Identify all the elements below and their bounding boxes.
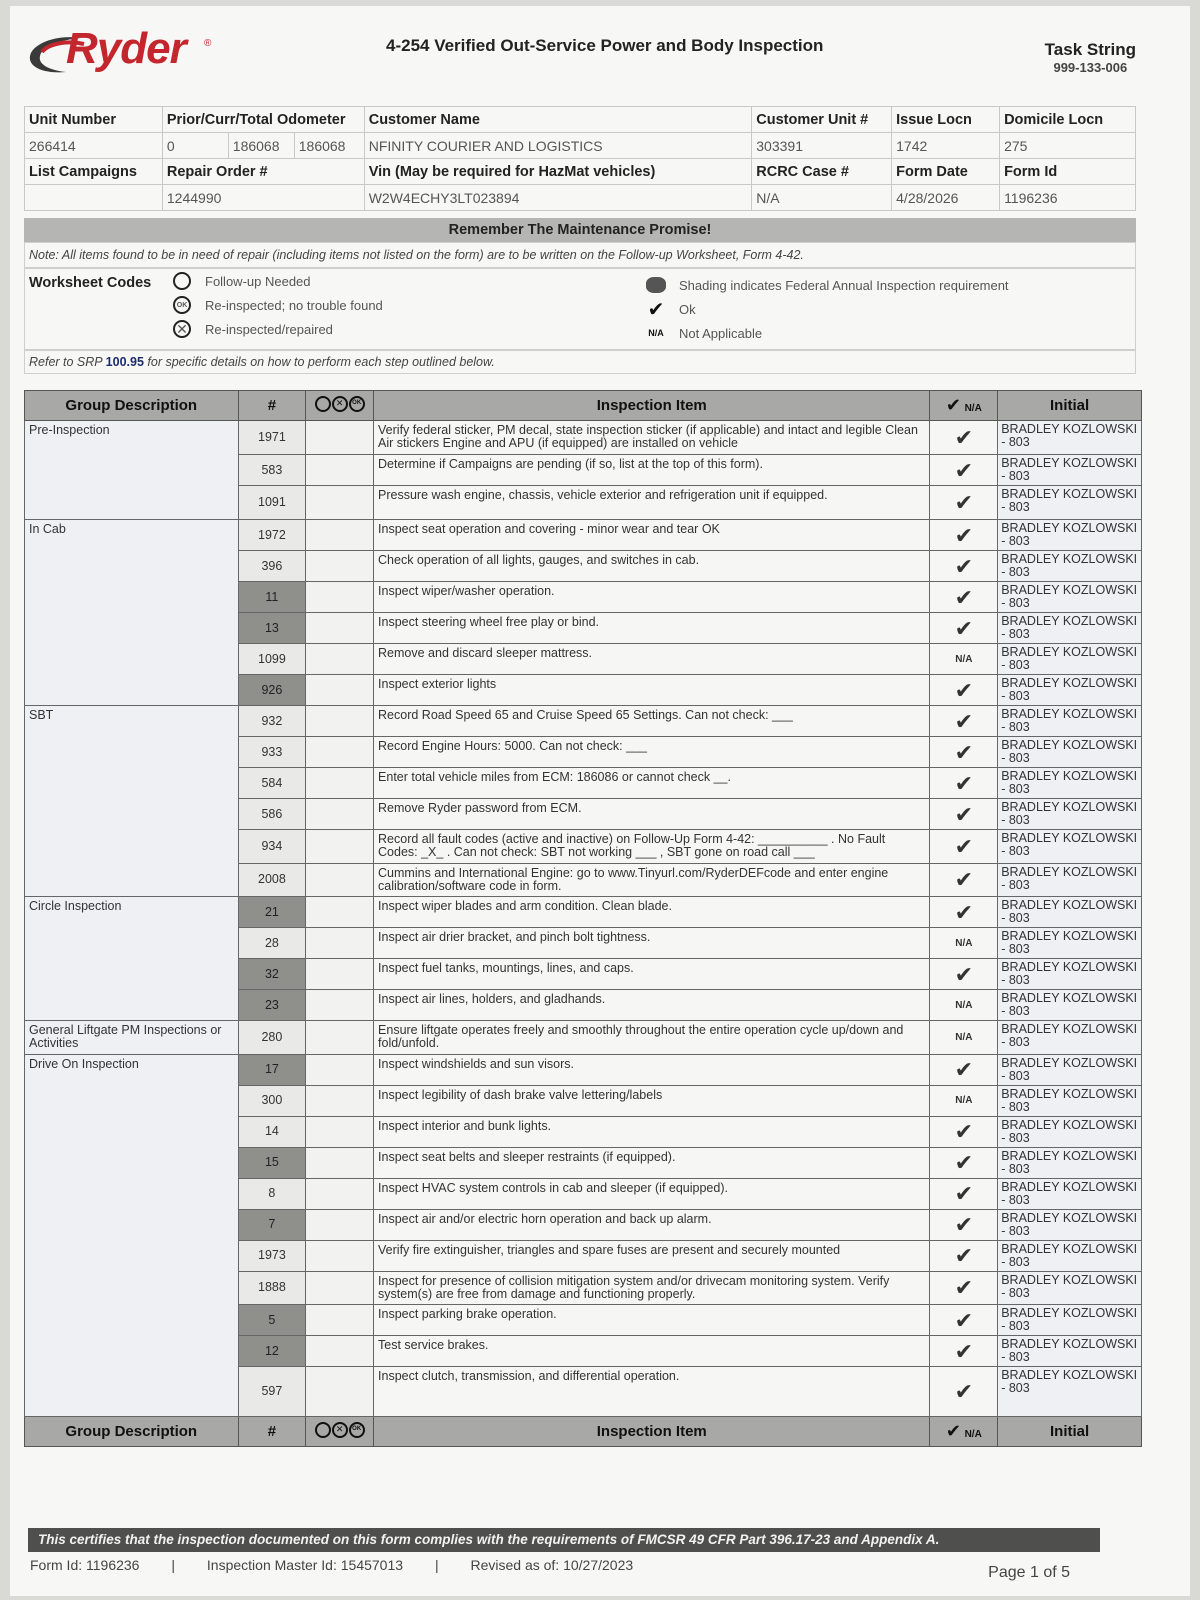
technician-initial: BRADLEY KOZLOWSKI - 803 [998, 1240, 1142, 1271]
not-applicable-mark: N/A [930, 644, 998, 675]
inspection-item: Cummins and International Engine: go to www.Tinyurl.com/RyderDEFcode and enter engine calibration/software code in form. [374, 863, 930, 897]
item-number: 8 [238, 1178, 306, 1209]
worksheet-code-cell [306, 768, 374, 799]
odometer-total-value: 186068 [294, 133, 364, 159]
task-string-value: 999-133-006 [1053, 60, 1128, 75]
inspection-item: Determine if Campaigns are pending (if so, list at the top of this form). [374, 455, 930, 486]
item-number: 280 [238, 1021, 306, 1055]
odometer-label: Prior/Curr/Total Odometer [162, 107, 364, 133]
item-number: 17 [238, 1054, 306, 1085]
checkmark-icon: ✔ [930, 1116, 998, 1147]
issue-locn-value: 1742 [892, 133, 1000, 159]
issue-locn-label: Issue Locn [892, 107, 1000, 133]
unit-number-value: 266414 [25, 133, 163, 159]
inspection-item: Test service brakes. [374, 1336, 930, 1367]
worksheet-code-cell [306, 1336, 374, 1367]
code-follow-up [171, 271, 311, 291]
technician-initial: BRADLEY KOZLOWSKI - 803 [998, 1116, 1142, 1147]
code-na-text: Not Applicable [679, 325, 763, 341]
shade-blob-icon [646, 277, 666, 293]
technician-initial: BRADLEY KOZLOWSKI - 803 [998, 455, 1142, 486]
worksheet-code-cell [306, 1305, 374, 1336]
technician-initial: BRADLEY KOZLOWSKI - 803 [998, 1054, 1142, 1085]
item-number: 1091 [238, 486, 306, 520]
logo-registered-mark: ® [204, 38, 212, 49]
item-number: 32 [238, 959, 306, 990]
checkmark-icon: ✔ [945, 395, 961, 415]
na-symbol: N/A [648, 328, 664, 338]
inspection-item: Inspect fuel tanks, mountings, lines, and caps. [374, 959, 930, 990]
checkmark-icon: ✔ [930, 768, 998, 799]
rcrc-value: N/A [752, 185, 892, 211]
technician-initial: BRADLEY KOZLOWSKI - 803 [998, 644, 1142, 675]
worksheet-code-cell [306, 897, 374, 928]
inspection-item: Check operation of all lights, gauges, and switches in cab. [374, 551, 930, 582]
inspection-item: Pressure wash engine, chassis, vehicle exterior and refrigeration unit if equipped. [374, 486, 930, 520]
worksheet-code-cell [306, 863, 374, 897]
item-number: 934 [238, 830, 306, 864]
inspection-item: Inspect interior and bunk lights. [374, 1116, 930, 1147]
inspection-item: Inspect for presence of collision mitigation system and/or drivecam monitoring system. Verify system(s) are free from damage and functioning properly. [374, 1271, 930, 1305]
worksheet-code-cell [306, 990, 374, 1021]
checkmark-icon: ✔ [647, 298, 665, 321]
technician-initial: BRADLEY KOZLOWSKI - 803 [998, 1367, 1142, 1417]
item-number: 2008 [238, 863, 306, 897]
unit-info-grid [24, 106, 1136, 211]
worksheet-code-cell [306, 706, 374, 737]
checkmark-icon: ✔ [930, 551, 998, 582]
code-ok [645, 299, 696, 319]
worksheet-code-cell [306, 1085, 374, 1116]
checkmark-icon: ✔ [930, 520, 998, 551]
col-check-na-footer [930, 1417, 998, 1447]
technician-initial: BRADLEY KOZLOWSKI - 803 [998, 486, 1142, 520]
code-reinspected-ok [171, 295, 383, 315]
col-num-footer: # [238, 1417, 306, 1447]
table-row [25, 520, 1142, 551]
item-number: 13 [238, 613, 306, 644]
open-circle-icon [315, 396, 331, 412]
code-shading-text: Shading indicates Federal Annual Inspection requirement [679, 277, 1009, 293]
worksheet-code-cell [306, 582, 374, 613]
certification-bar: This certifies that the inspection documented on this form complies with the requirements of FMCSR 49 CFR Part 396.17-23 and Appendix A. [28, 1528, 1100, 1552]
col-initial-footer: Initial [998, 1417, 1142, 1447]
worksheet-code-cell [306, 959, 374, 990]
worksheet-code-cell [306, 928, 374, 959]
customer-name-value: NFINITY COURIER AND LOGISTICS [364, 133, 752, 159]
worksheet-code-cell [306, 520, 374, 551]
inspection-item: Inspect seat belts and sleeper restraints (if equipped). [374, 1147, 930, 1178]
checkmark-icon: ✔ [930, 675, 998, 706]
item-number: 586 [238, 799, 306, 830]
code-shading [645, 275, 1009, 295]
maintenance-promise-banner: Remember The Maintenance Promise! [24, 218, 1136, 242]
inspection-item: Record all fault codes (active and inactive) on Follow-Up Form 4-42: __________ . No Fault Codes: _X_ . Can not check: SBT not working ___ , SBT gone on road call ___ [374, 830, 930, 864]
footer-separator: | [171, 1557, 176, 1573]
technician-initial: BRADLEY KOZLOWSKI - 803 [998, 1021, 1142, 1055]
group-description: In Cab [25, 520, 239, 706]
col-item-footer: Inspection Item [374, 1417, 930, 1447]
form-id-label: Form Id [1000, 159, 1136, 185]
technician-initial: BRADLEY KOZLOWSKI - 803 [998, 582, 1142, 613]
list-campaigns-label: List Campaigns [25, 159, 163, 185]
form-date-label: Form Date [892, 159, 1000, 185]
technician-initial: BRADLEY KOZLOWSKI - 803 [998, 1178, 1142, 1209]
worksheet-code-cell [306, 830, 374, 864]
domicile-locn-label: Domicile Locn [1000, 107, 1136, 133]
checkmark-icon: ✔ [945, 1421, 961, 1441]
code-reinspected-repaired-text: Re-inspected/repaired [205, 321, 333, 337]
worksheet-code-cell [306, 1178, 374, 1209]
group-description: General Liftgate PM Inspections or Activities [25, 1021, 239, 1055]
inspection-item: Inspect clutch, transmission, and differential operation. [374, 1367, 930, 1417]
table-row [25, 706, 1142, 737]
inspection-item: Inspect air and/or electric horn operation and back up alarm. [374, 1209, 930, 1240]
worksheet-code-cell [306, 551, 374, 582]
inspection-item: Remove and discard sleeper mattress. [374, 644, 930, 675]
col-code-symbols-header [306, 391, 374, 421]
checkmark-icon: ✔ [930, 486, 998, 520]
col-code-symbols-footer [306, 1417, 374, 1447]
table-header-row [25, 391, 1142, 421]
inspection-item: Inspect steering wheel free play or bind. [374, 613, 930, 644]
item-number: 11 [238, 582, 306, 613]
table-row [25, 1054, 1142, 1085]
technician-initial: BRADLEY KOZLOWSKI - 803 [998, 897, 1142, 928]
worksheet-code-cell [306, 1367, 374, 1417]
col-check-na-header [930, 391, 998, 421]
repair-order-label: Repair Order # [162, 159, 364, 185]
inspection-item: Enter total vehicle miles from ECM: 186086 or cannot check __. [374, 768, 930, 799]
item-number: 1099 [238, 644, 306, 675]
item-number: 12 [238, 1336, 306, 1367]
checkmark-icon: ✔ [930, 421, 998, 455]
inspection-item: Inspect air lines, holders, and gladhands. [374, 990, 930, 1021]
technician-initial: BRADLEY KOZLOWSKI - 803 [998, 1271, 1142, 1305]
footer-form-id: Form Id: 1196236 [30, 1557, 140, 1573]
footer-master-id: Inspection Master Id: 15457013 [206, 1557, 404, 1573]
item-number: 926 [238, 675, 306, 706]
worksheet-code-cell [306, 613, 374, 644]
technician-initial: BRADLEY KOZLOWSKI - 803 [998, 1336, 1142, 1367]
repair-order-value: 1244990 [162, 185, 364, 211]
open-circle-icon [173, 272, 191, 290]
technician-initial: BRADLEY KOZLOWSKI - 803 [998, 959, 1142, 990]
inspection-item: Inspect seat operation and covering - minor wear and tear OK [374, 520, 930, 551]
checkmark-icon: ✔ [930, 1336, 998, 1367]
col-group-footer: Group Description [25, 1417, 239, 1447]
inspection-item: Inspect HVAC system controls in cab and sleeper (if equipped). [374, 1178, 930, 1209]
worksheet-code-cell [306, 1271, 374, 1305]
checkmark-icon: ✔ [930, 799, 998, 830]
customer-unit-value: 303391 [752, 133, 892, 159]
code-reinspected-ok-text: Re-inspected; no trouble found [205, 297, 383, 313]
checkmark-icon: ✔ [930, 863, 998, 897]
customer-name-label: Customer Name [364, 107, 752, 133]
group-description: SBT [25, 706, 239, 897]
checkmark-icon: ✔ [930, 613, 998, 644]
checkmark-icon: ✔ [930, 1305, 998, 1336]
checkmark-icon: ✔ [930, 1271, 998, 1305]
code-na [645, 323, 762, 343]
item-number: 21 [238, 897, 306, 928]
item-number: 7 [238, 1209, 306, 1240]
inspection-item: Inspect parking brake operation. [374, 1305, 930, 1336]
technician-initial: BRADLEY KOZLOWSKI - 803 [998, 1085, 1142, 1116]
item-number: 933 [238, 737, 306, 768]
ok-circle-icon: OK [349, 396, 365, 412]
item-number: 583 [238, 455, 306, 486]
table-footer-row [25, 1417, 1142, 1447]
x-circle-icon: ✕ [332, 1422, 348, 1438]
item-number: 5 [238, 1305, 306, 1336]
technician-initial: BRADLEY KOZLOWSKI - 803 [998, 421, 1142, 455]
footer-meta [30, 1557, 661, 1573]
col-item-header: Inspection Item [374, 391, 930, 421]
inspection-item: Inspect wiper blades and arm condition. Clean blade. [374, 897, 930, 928]
code-ok-text: Ok [679, 301, 696, 317]
page-number: Page 1 of 5 [988, 1564, 1070, 1581]
technician-initial: BRADLEY KOZLOWSKI - 803 [998, 768, 1142, 799]
ryder-logo [26, 20, 226, 90]
x-circle-icon: ✕ [173, 320, 191, 338]
worksheet-code-cell [306, 799, 374, 830]
list-campaigns-value [25, 185, 163, 211]
item-number: 28 [238, 928, 306, 959]
worksheet-code-cell [306, 421, 374, 455]
item-number: 1888 [238, 1271, 306, 1305]
checkmark-icon: ✔ [930, 1147, 998, 1178]
technician-initial: BRADLEY KOZLOWSKI - 803 [998, 928, 1142, 959]
task-string [1045, 40, 1136, 75]
worksheet-code-cell [306, 1240, 374, 1271]
ok-circle-icon: OK [173, 296, 191, 314]
logo-wordmark: Ryder [66, 24, 186, 73]
srp-reference-number: 100.95 [105, 355, 144, 369]
checkmark-icon: ✔ [930, 737, 998, 768]
inspection-item: Inspect air drier bracket, and pinch bolt tightness. [374, 928, 930, 959]
form-id-value: 1196236 [1000, 185, 1136, 211]
technician-initial: BRADLEY KOZLOWSKI - 803 [998, 551, 1142, 582]
checkmark-icon: ✔ [930, 1054, 998, 1085]
worksheet-code-cell [306, 1021, 374, 1055]
item-number: 584 [238, 768, 306, 799]
worksheet-code-cell [306, 675, 374, 706]
technician-initial: BRADLEY KOZLOWSKI - 803 [998, 520, 1142, 551]
domicile-locn-value: 275 [1000, 133, 1136, 159]
table-row [25, 1021, 1142, 1055]
technician-initial: BRADLEY KOZLOWSKI - 803 [998, 799, 1142, 830]
form-header [26, 20, 1136, 100]
worksheet-code-cell [306, 644, 374, 675]
technician-initial: BRADLEY KOZLOWSKI - 803 [998, 990, 1142, 1021]
x-circle-icon: ✕ [332, 396, 348, 412]
technician-initial: BRADLEY KOZLOWSKI - 803 [998, 830, 1142, 864]
item-number: 396 [238, 551, 306, 582]
group-description: Circle Inspection [25, 897, 239, 1021]
repair-note: Note: All items found to be in need of repair (including items not listed on the form) are to be written on the Follow-up Worksheet, Form 4-42. [24, 242, 1136, 268]
item-number: 14 [238, 1116, 306, 1147]
col-num-header: # [238, 391, 306, 421]
checkmark-icon: ✔ [930, 959, 998, 990]
inspection-item: Inspect wiper/washer operation. [374, 582, 930, 613]
worksheet-code-cell [306, 737, 374, 768]
task-string-label: Task String [1044, 40, 1136, 59]
technician-initial: BRADLEY KOZLOWSKI - 803 [998, 863, 1142, 897]
odometer-prior-value: 0 [162, 133, 228, 159]
worksheet-code-cell [306, 1116, 374, 1147]
table-row [25, 897, 1142, 928]
technician-initial: BRADLEY KOZLOWSKI - 803 [998, 737, 1142, 768]
inspection-form-page [10, 6, 1190, 1596]
worksheet-codes-legend [24, 268, 1136, 350]
not-applicable-mark: N/A [930, 990, 998, 1021]
inspection-item: Inspect legibility of dash brake valve lettering/labels [374, 1085, 930, 1116]
srp-reference [24, 350, 1136, 374]
inspection-item: Verify fire extinguisher, triangles and spare fuses are present and securely mounted [374, 1240, 930, 1271]
footer-separator: | [434, 1557, 439, 1573]
worksheet-code-cell [306, 455, 374, 486]
inspection-item: Remove Ryder password from ECM. [374, 799, 930, 830]
ok-circle-icon: OK [349, 1422, 365, 1438]
item-number: 1973 [238, 1240, 306, 1271]
inspection-item: Ensure liftgate operates freely and smoothly throughout the entire operation cycle up/down and fold/unfold. [374, 1021, 930, 1055]
footer-revised: Revised as of: 10/27/2023 [470, 1557, 634, 1573]
checkmark-icon: ✔ [930, 897, 998, 928]
rcrc-label: RCRC Case # [752, 159, 892, 185]
group-description: Drive On Inspection [25, 1054, 239, 1417]
checkmark-icon: ✔ [930, 830, 998, 864]
customer-unit-label: Customer Unit # [752, 107, 892, 133]
checkmark-icon: ✔ [930, 455, 998, 486]
code-reinspected-repaired [171, 319, 333, 339]
form-title: 4-254 Verified Out-Service Power and Body Inspection [386, 36, 824, 55]
item-number: 1972 [238, 520, 306, 551]
item-number: 932 [238, 706, 306, 737]
technician-initial: BRADLEY KOZLOWSKI - 803 [998, 1305, 1142, 1336]
item-number: 23 [238, 990, 306, 1021]
vin-value: W2W4ECHY3LT023894 [364, 185, 752, 211]
worksheet-code-cell [306, 486, 374, 520]
inspection-item: Record Engine Hours: 5000. Can not check: ___ [374, 737, 930, 768]
technician-initial: BRADLEY KOZLOWSKI - 803 [998, 613, 1142, 644]
inspection-item: Inspect exterior lights [374, 675, 930, 706]
not-applicable-mark: N/A [930, 1085, 998, 1116]
col-na-label: N/A [964, 1429, 982, 1440]
vin-label: Vin (May be required for HazMat vehicles) [364, 159, 752, 185]
worksheet-code-cell [306, 1209, 374, 1240]
item-number: 597 [238, 1367, 306, 1417]
not-applicable-mark: N/A [930, 1021, 998, 1055]
worksheet-code-cell [306, 1147, 374, 1178]
checkmark-icon: ✔ [930, 706, 998, 737]
odometer-curr-value: 186068 [228, 133, 294, 159]
checkmark-icon: ✔ [930, 1367, 998, 1417]
item-number: 1971 [238, 421, 306, 455]
group-description: Pre-Inspection [25, 421, 239, 520]
col-group-header: Group Description [25, 391, 239, 421]
srp-reference-prefix: Refer to SRP [29, 355, 103, 369]
not-applicable-mark: N/A [930, 928, 998, 959]
item-number: 300 [238, 1085, 306, 1116]
checkmark-icon: ✔ [930, 582, 998, 613]
srp-reference-suffix: for specific details on how to perform each step outlined below. [147, 355, 495, 369]
item-number: 15 [238, 1147, 306, 1178]
technician-initial: BRADLEY KOZLOWSKI - 803 [998, 706, 1142, 737]
table-row [25, 421, 1142, 455]
code-follow-up-text: Follow-up Needed [205, 273, 311, 289]
technician-initial: BRADLEY KOZLOWSKI - 803 [998, 1147, 1142, 1178]
open-circle-icon [315, 1422, 331, 1438]
form-date-value: 4/28/2026 [892, 185, 1000, 211]
inspection-item: Inspect windshields and sun visors. [374, 1054, 930, 1085]
col-initial-header: Initial [998, 391, 1142, 421]
unit-number-label: Unit Number [25, 107, 163, 133]
technician-initial: BRADLEY KOZLOWSKI - 803 [998, 1209, 1142, 1240]
technician-initial: BRADLEY KOZLOWSKI - 803 [998, 675, 1142, 706]
inspection-item: Verify federal sticker, PM decal, state inspection sticker (if applicable) and intact and legible Clean Air stickers Engine and APU (if equipped) are installed on vehicle [374, 421, 930, 455]
checkmark-icon: ✔ [930, 1240, 998, 1271]
checkmark-icon: ✔ [930, 1178, 998, 1209]
col-na-label: N/A [964, 403, 982, 414]
worksheet-codes-label: Worksheet Codes [29, 275, 152, 291]
inspection-table [24, 390, 1142, 1447]
checkmark-icon: ✔ [930, 1209, 998, 1240]
inspection-item: Record Road Speed 65 and Cruise Speed 65 Settings. Can not check: ___ [374, 706, 930, 737]
worksheet-code-cell [306, 1054, 374, 1085]
